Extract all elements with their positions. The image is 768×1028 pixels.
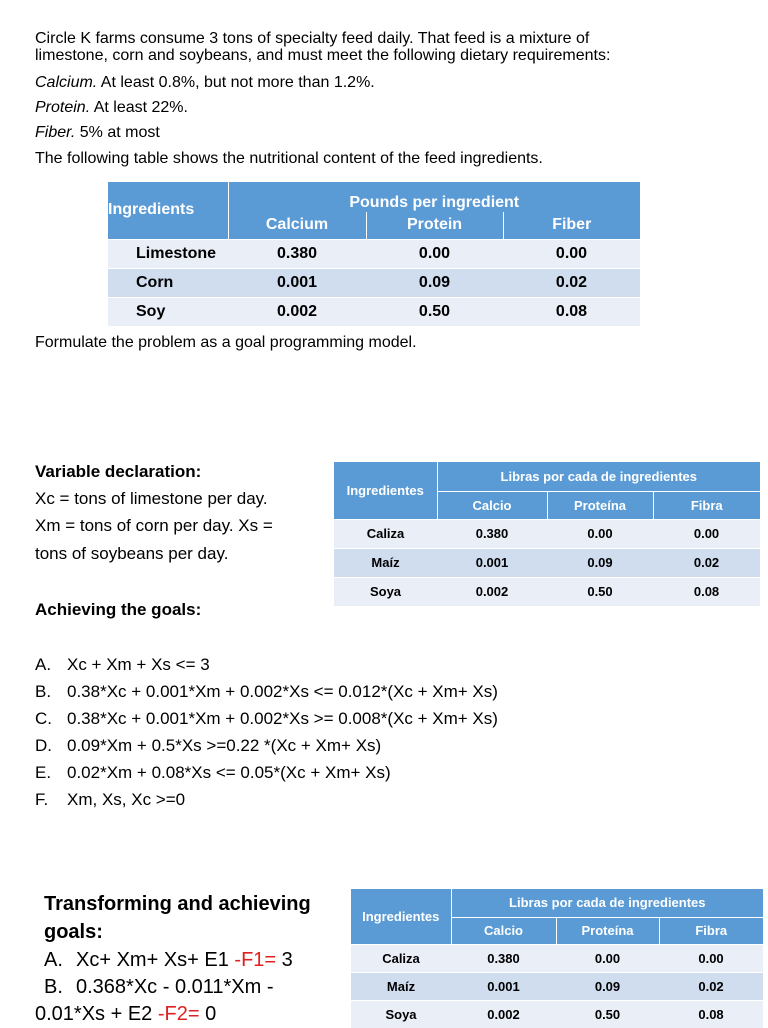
column-header-proteina: Proteína — [556, 917, 659, 944]
transform-label: A. — [44, 949, 63, 971]
fiber-term: Fiber. — [35, 124, 76, 141]
fibra-value: 0.08 — [659, 1000, 763, 1028]
calcium-value: 0.001 — [228, 268, 366, 297]
intro-line-2: limestone, corn and soybeans, and must meet the following dietary requirements: — [35, 47, 611, 64]
goal-item — [35, 682, 498, 702]
goal-item — [35, 709, 498, 729]
column-header-protein: Protein — [366, 212, 503, 239]
goal-item — [35, 736, 381, 756]
fiber-value: 0.02 — [503, 268, 640, 297]
ingredient-name: Soy — [108, 297, 228, 326]
column-header-fibra: Fibra — [659, 917, 763, 944]
transform-b-deviation: -F2= — [157, 1003, 200, 1025]
transform-b-rhs: 0 — [199, 1003, 217, 1025]
column-header-calcio: Calcio — [451, 917, 556, 944]
proteina-value: 0.50 — [556, 1000, 659, 1028]
intro-line-1: Circle K farms consume 3 tons of specialty feed daily. That feed is a mixture of — [35, 30, 590, 47]
goal-text: 0.38*Xc + 0.001*Xm + 0.002*Xs >= 0.008*(Xc + Xm+ Xs) — [67, 709, 498, 728]
calcio-value: 0.001 — [437, 548, 547, 577]
proteina-value: 0.00 — [556, 944, 659, 972]
column-header-proteina: Proteína — [547, 491, 653, 519]
variable-declaration-heading: Variable declaration: — [35, 462, 202, 481]
goal-item — [35, 790, 185, 810]
protein-requirement — [35, 98, 188, 118]
transform-b-text: 0.01*Xs + E2 — [35, 1003, 158, 1025]
transform-item-b — [44, 976, 274, 999]
table-row — [108, 297, 640, 326]
fiber-value: 0.00 — [503, 239, 640, 268]
ingredient-name: Soya — [334, 577, 437, 606]
fibra-value: 0.02 — [659, 972, 763, 1000]
table-row — [334, 577, 760, 606]
table-row — [334, 548, 760, 577]
group-header: Libras por cada de ingredientes — [437, 462, 760, 491]
protein-text: At least 22%. — [90, 99, 188, 116]
ingredient-name: Maíz — [334, 548, 437, 577]
formulate-instruction: Formulate the problem as a goal programming model. — [35, 334, 417, 351]
protein-value: 0.09 — [366, 268, 503, 297]
goal-label: B. — [35, 682, 52, 701]
fibra-value: 0.00 — [653, 519, 760, 548]
transform-a-deviation: -F1= — [234, 949, 277, 971]
ingredient-name: Maíz — [351, 972, 451, 1000]
protein-value: 0.50 — [366, 297, 503, 326]
transform-label: B. — [44, 976, 63, 998]
proteina-value: 0.09 — [556, 972, 659, 1000]
ingredient-name: Caliza — [334, 519, 437, 548]
goal-label: F. — [35, 790, 49, 809]
fibra-value: 0.08 — [653, 577, 760, 606]
group-header: Libras por cada de ingredientes — [451, 889, 763, 917]
goal-text: 0.09*Xm + 0.5*Xs >=0.22 *(Xc + Xm+ Xs) — [67, 736, 382, 755]
variable-line-2: Xm = tons of corn per day. Xs = — [35, 516, 273, 535]
goal-label: A. — [35, 655, 52, 674]
fibra-value: 0.02 — [653, 548, 760, 577]
nutrition-table-en — [108, 182, 640, 326]
calcio-value: 0.002 — [451, 1000, 556, 1028]
table-row — [108, 239, 640, 268]
goal-item — [35, 763, 391, 783]
ingredient-name: Caliza — [351, 944, 451, 972]
goal-text: 0.02*Xm + 0.08*Xs <= 0.05*(Xc + Xm+ Xs) — [67, 763, 391, 782]
goal-label: E. — [35, 763, 52, 782]
goal-text: Xm, Xs, Xc >=0 — [67, 790, 186, 809]
calcium-text: At least 0.8%, but not more than 1.2%. — [97, 74, 375, 91]
transform-heading-line-1: Transforming and achieving — [44, 893, 311, 915]
protein-value: 0.00 — [366, 239, 503, 268]
proteina-value: 0.00 — [547, 519, 653, 548]
table-row — [351, 944, 763, 972]
column-header-calcio: Calcio — [437, 491, 547, 519]
table-row — [334, 519, 760, 548]
column-header-calcium: Calcium — [228, 212, 366, 239]
variable-line-1: Xc = tons of limestone per day. — [35, 489, 268, 508]
nutrition-table-es-2 — [351, 889, 763, 1028]
protein-term: Protein. — [35, 99, 91, 116]
ingredient-name: Limestone — [108, 239, 228, 268]
fiber-text: 5% at most — [75, 124, 160, 141]
fibra-value: 0.00 — [659, 944, 763, 972]
goal-text: Xc + Xm + Xs <= 3 — [67, 655, 210, 674]
transform-a-rhs: 3 — [276, 949, 293, 971]
variable-line-3: tons of soybeans per day. — [35, 544, 229, 563]
calcio-value: 0.380 — [437, 519, 547, 548]
fiber-requirement — [35, 123, 160, 143]
calcio-value: 0.001 — [451, 972, 556, 1000]
nutrition-table-es — [334, 462, 760, 606]
calcio-value: 0.002 — [437, 577, 547, 606]
goals-heading: Achieving the goals: — [35, 600, 202, 619]
ingredientes-header: Ingredientes — [362, 908, 440, 924]
table-row — [108, 268, 640, 297]
calcium-value: 0.380 — [228, 239, 366, 268]
ingredients-header: Ingredients — [108, 201, 195, 219]
group-header: Pounds per ingredient — [228, 182, 640, 212]
transform-item-a — [44, 949, 293, 972]
ingredient-name: Soya — [351, 1000, 451, 1028]
proteina-value: 0.09 — [547, 548, 653, 577]
column-header-fiber: Fiber — [503, 212, 640, 239]
table-intro: The following table shows the nutritional content of the feed ingredients. — [35, 150, 543, 167]
goal-item — [35, 655, 210, 675]
calcium-value: 0.002 — [228, 297, 366, 326]
goal-label: C. — [35, 709, 52, 728]
ingredientes-header: Ingredientes — [346, 482, 424, 498]
transform-b-line-1: 0.368*Xc - 0.011*Xm - — [76, 976, 274, 998]
goal-text: 0.38*Xc + 0.001*Xm + 0.002*Xs <= 0.012*(Xc + Xm+ Xs) — [67, 682, 498, 701]
ingredient-name: Corn — [108, 268, 228, 297]
transform-item-b-cont — [35, 1003, 216, 1026]
calcio-value: 0.380 — [451, 944, 556, 972]
table-row — [351, 972, 763, 1000]
transform-heading-line-2: goals: — [44, 921, 103, 943]
transform-a-text: Xc+ Xm+ Xs+ E1 — [76, 949, 235, 971]
goal-label: D. — [35, 736, 52, 755]
calcium-term: Calcium. — [35, 74, 98, 91]
calcium-requirement — [35, 73, 375, 93]
fiber-value: 0.08 — [503, 297, 640, 326]
proteina-value: 0.50 — [547, 577, 653, 606]
column-header-fibra: Fibra — [653, 491, 760, 519]
